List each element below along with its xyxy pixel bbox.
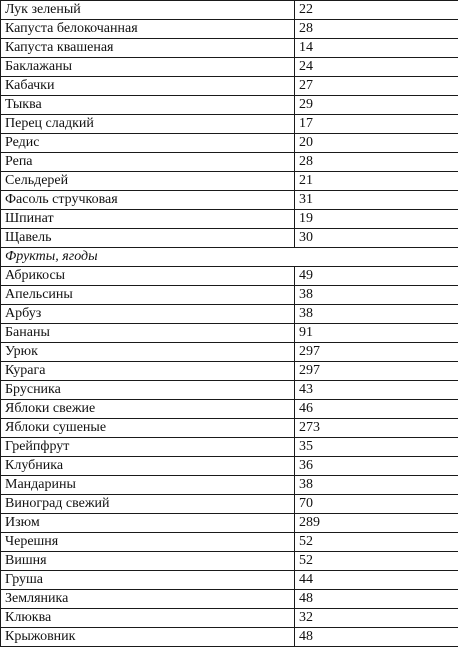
table-row: [1, 305, 458, 324]
section-header-fruits: Фрукты, ягоды: [1, 248, 458, 267]
calorie-value-cell: 38: [295, 476, 458, 495]
product-name-cell: Клюква: [1, 609, 295, 628]
calorie-value-cell: 24: [295, 58, 458, 77]
table-row: [1, 172, 458, 191]
calorie-value-cell: 30: [295, 229, 458, 248]
table-row: [1, 419, 458, 438]
table-row: [1, 628, 458, 647]
table-row: [1, 20, 458, 39]
table-row: [1, 229, 458, 248]
product-name-cell: Земляника: [1, 590, 295, 609]
product-name-cell: Вишня: [1, 552, 295, 571]
table-row: [1, 514, 458, 533]
calorie-value-cell: 297: [295, 343, 458, 362]
table-row: [1, 457, 458, 476]
table-row: [1, 58, 458, 77]
calorie-value-cell: 38: [295, 305, 458, 324]
product-name-cell: Капуста квашеная: [1, 39, 295, 58]
product-name-cell: Редис: [1, 134, 295, 153]
calorie-value-cell: 22: [295, 1, 458, 20]
table-row: [1, 590, 458, 609]
calorie-value-cell: 17: [295, 115, 458, 134]
table-row: [1, 153, 458, 172]
calorie-value-cell: 32: [295, 609, 458, 628]
calorie-value-cell: 28: [295, 20, 458, 39]
product-name-cell: Щавель: [1, 229, 295, 248]
calorie-value-cell: 31: [295, 191, 458, 210]
calorie-value-cell: 36: [295, 457, 458, 476]
table-row: [1, 134, 458, 153]
calorie-value-cell: 21: [295, 172, 458, 191]
calorie-value-cell: 273: [295, 419, 458, 438]
calorie-value-cell: 52: [295, 533, 458, 552]
table-row: [1, 115, 458, 134]
calorie-value-cell: 35: [295, 438, 458, 457]
product-name-cell: Яблоки свежие: [1, 400, 295, 419]
calorie-value-cell: 29: [295, 96, 458, 115]
calorie-value-cell: 289: [295, 514, 458, 533]
product-name-cell: Репа: [1, 153, 295, 172]
product-name-cell: Фасоль стручковая: [1, 191, 295, 210]
calorie-value-cell: 91: [295, 324, 458, 343]
table-row: [1, 210, 458, 229]
section-header-row: [1, 248, 458, 267]
product-name-cell: Черешня: [1, 533, 295, 552]
table-row: [1, 571, 458, 590]
product-name-cell: Кабачки: [1, 77, 295, 96]
calorie-value-cell: 70: [295, 495, 458, 514]
table-row: [1, 381, 458, 400]
product-name-cell: Виноград свежий: [1, 495, 295, 514]
calorie-value-cell: 28: [295, 153, 458, 172]
table-row: [1, 286, 458, 305]
product-name-cell: Абрикосы: [1, 267, 295, 286]
table-row: [1, 400, 458, 419]
table-row: [1, 552, 458, 571]
product-name-cell: Мандарины: [1, 476, 295, 495]
calorie-value-cell: 297: [295, 362, 458, 381]
product-name-cell: Перец сладкий: [1, 115, 295, 134]
table-row: [1, 191, 458, 210]
calorie-value-cell: 48: [295, 628, 458, 647]
product-name-cell: Арбуз: [1, 305, 295, 324]
product-name-cell: Баклажаны: [1, 58, 295, 77]
calorie-value-cell: 52: [295, 552, 458, 571]
product-name-cell: Изюм: [1, 514, 295, 533]
product-name-cell: Груша: [1, 571, 295, 590]
product-name-cell: Лук зеленый: [1, 1, 295, 20]
calorie-value-cell: 46: [295, 400, 458, 419]
product-name-cell: Апельсины: [1, 286, 295, 305]
table-row: [1, 438, 458, 457]
calorie-value-cell: 27: [295, 77, 458, 96]
product-name-cell: Клубника: [1, 457, 295, 476]
table-row: [1, 77, 458, 96]
table-row: [1, 362, 458, 381]
table-row: [1, 39, 458, 58]
table-row: [1, 533, 458, 552]
table-row: [1, 96, 458, 115]
calorie-value-cell: 43: [295, 381, 458, 400]
product-name-cell: Тыква: [1, 96, 295, 115]
calorie-value-cell: 14: [295, 39, 458, 58]
product-name-cell: Шпинат: [1, 210, 295, 229]
table-row: [1, 324, 458, 343]
product-name-cell: Крыжовник: [1, 628, 295, 647]
table-row: [1, 495, 458, 514]
table-row: [1, 476, 458, 495]
product-name-cell: Сельдерей: [1, 172, 295, 191]
calorie-value-cell: 38: [295, 286, 458, 305]
table-row: [1, 609, 458, 628]
calorie-value-cell: 48: [295, 590, 458, 609]
product-name-cell: Урюк: [1, 343, 295, 362]
product-name-cell: Брусника: [1, 381, 295, 400]
calorie-value-cell: 19: [295, 210, 458, 229]
product-name-cell: Капуста белокочанная: [1, 20, 295, 39]
table-row: [1, 343, 458, 362]
table-row: [1, 267, 458, 286]
product-name-cell: Бананы: [1, 324, 295, 343]
calorie-value-cell: 49: [295, 267, 458, 286]
calorie-value-cell: 44: [295, 571, 458, 590]
calorie-value-cell: 20: [295, 134, 458, 153]
product-name-cell: Яблоки сушеные: [1, 419, 295, 438]
product-name-cell: Грейпфрут: [1, 438, 295, 457]
table-row: [1, 1, 458, 20]
product-name-cell: Курага: [1, 362, 295, 381]
calorie-table-body: [1, 1, 458, 647]
